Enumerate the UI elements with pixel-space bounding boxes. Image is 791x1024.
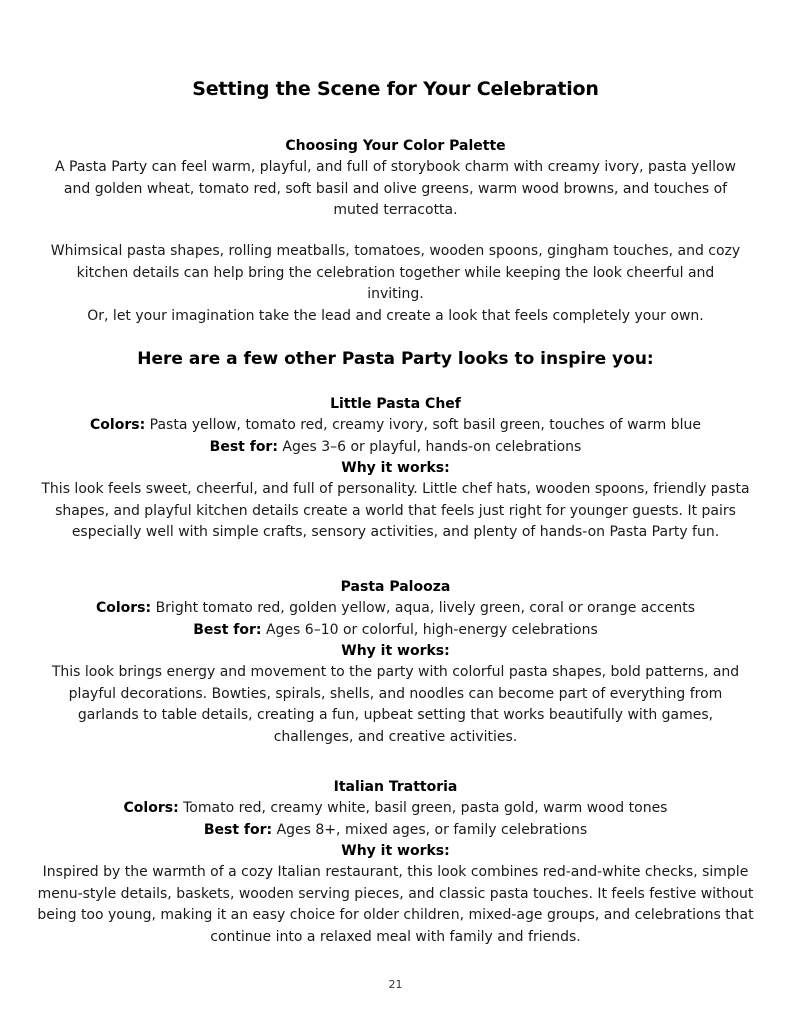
look-colors xyxy=(40,598,751,620)
look-colors xyxy=(40,415,751,437)
look-card-pasta-palooza xyxy=(40,577,751,748)
decor-ideas-paragraph: Whimsical pasta shapes, rolling meatballs, tomatoes, wooden spoons, gingham touches, and cozy kitchen details can help bring the celebration together while keeping the look cheerful and inviting. xyxy=(50,243,741,302)
look-best-for xyxy=(40,820,751,842)
why-it-works-label: Why it works: xyxy=(341,843,450,859)
color-palette-heading: Choosing Your Color Palette xyxy=(285,138,506,154)
looks-intro xyxy=(40,349,751,369)
look-card-little-pasta-chef xyxy=(40,394,751,544)
color-palette-paragraph: A Pasta Party can feel warm, playful, and full of storybook charm with creamy ivory, pasta yellow and golden wheat, tomato red, soft basil and olive greens, warm wood browns, and touches of muted terracotta. xyxy=(54,159,736,218)
look-colors-value: Bright tomato red, golden yellow, aqua, lively green, coral or orange accents xyxy=(155,600,696,616)
look-colors xyxy=(40,798,751,820)
best-for-label: Best for: xyxy=(209,438,278,455)
look-description: This look feels sweet, cheerful, and full of personality. Little chef hats, wooden spoons, friendly pasta shapes, and playful kitchen details create a world that feels just right for younger guests. It pairs especially well with simple crafts, sensory activities, and plenty of hands-on Pasta Party fun. xyxy=(41,481,750,540)
imagination-paragraph: Or, let your imagination take the lead and create a look that feels completely your own. xyxy=(87,307,704,324)
look-best-for-value: Ages 3–6 or playful, hands-on celebrations xyxy=(282,438,582,455)
colors-label: Colors: xyxy=(90,417,146,433)
look-description: This look brings energy and movement to the party with colorful pasta shapes, bold patterns, and playful decorations. Bowties, spirals, shells, and noodles can become part of everything from garlands to table details, creating a fun, upbeat setting that works beautifully with games, challenges, and creative activities. xyxy=(51,664,740,745)
colors-label: Colors: xyxy=(123,800,179,816)
look-name: Pasta Palooza xyxy=(340,579,451,595)
why-it-works-label: Why it works: xyxy=(341,460,450,476)
best-for-label: Best for: xyxy=(193,621,262,638)
look-description: Inspired by the warmth of a cozy Italian restaurant, this look combines red-and-white checks, simple menu-style details, baskets, wooden serving pieces, and classic pasta touches. It feels festive without being too young, making it an easy choice for older children, mixed-age groups, and celebrations that continue into a relaxed meal with family and friends. xyxy=(37,864,754,945)
look-name: Italian Trattoria xyxy=(333,779,458,795)
look-best-for-value: Ages 8+, mixed ages, or family celebrations xyxy=(276,821,588,838)
color-palette-section xyxy=(40,136,751,222)
page-title: Setting the Scene for Your Celebration xyxy=(192,78,599,100)
why-it-works-label: Why it works: xyxy=(341,643,450,659)
page-number: 21 xyxy=(388,978,403,991)
look-name: Little Pasta Chef xyxy=(330,396,461,412)
look-best-for-value: Ages 6–10 or colorful, high-energy celebrations xyxy=(265,621,598,638)
looks-heading: Here are a few other Pasta Party looks to inspire you: xyxy=(137,349,654,369)
look-best-for xyxy=(40,620,751,642)
decor-ideas-section xyxy=(40,241,751,327)
look-colors-value: Pasta yellow, tomato red, creamy ivory, soft basil green, touches of warm blue xyxy=(149,417,701,433)
look-best-for xyxy=(40,437,751,459)
look-colors-value: Tomato red, creamy white, basil green, pasta gold, warm wood tones xyxy=(183,800,668,816)
best-for-label: Best for: xyxy=(203,821,273,838)
colors-label: Colors: xyxy=(95,600,152,616)
look-card-italian-trattoria xyxy=(37,777,754,948)
